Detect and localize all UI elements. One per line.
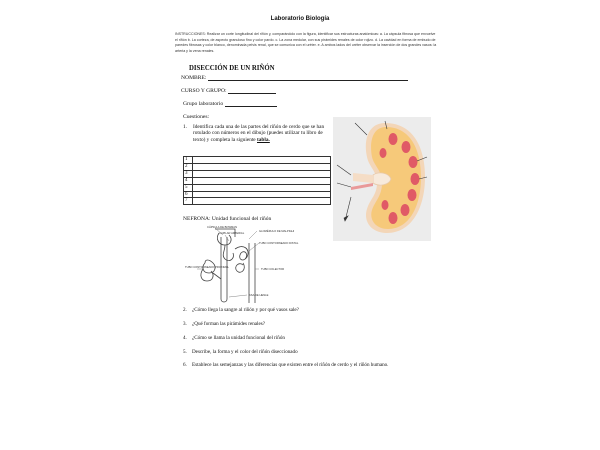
table-row: 6 [184, 191, 331, 198]
label-tubo-colector: TUBO COLECTOR [261, 268, 285, 271]
answer-table [183, 156, 331, 205]
answer-cell[interactable] [193, 170, 331, 177]
table-row: 5 [184, 184, 331, 191]
nephron-diagram [185, 223, 325, 305]
answer-cell[interactable] [193, 157, 331, 164]
question-text: ¿Qué forman las pirámides renales? [192, 321, 265, 327]
question-1 [183, 124, 333, 143]
grupo-label: Grupo laboratorio [183, 101, 224, 107]
document-heading: DISECCIÓN DE UN RIÑÓN [189, 65, 275, 72]
nombre-field [181, 75, 408, 81]
curso-line [228, 88, 276, 94]
question-3: 3. ¿Qué forman las pirámides renales? [183, 321, 265, 327]
grupo-field [183, 101, 277, 107]
curso-field [181, 88, 276, 94]
label-glomerulo: GLOMÉRULO DE MALPIGHI [259, 230, 295, 233]
answer-cell[interactable] [193, 177, 331, 184]
question-number: 1. [183, 124, 187, 130]
answer-cell[interactable] [193, 184, 331, 191]
question-4: 4. ¿Cómo se llama la unidad funcional del riñón [183, 335, 285, 341]
nefrona-title: NEFRONA: Unidad funcional del riñón [183, 216, 272, 222]
table-row: 7 [184, 198, 331, 205]
question-text: Identifica cada una de las partes del riñón de cerdo que se han rotulado con números en el dibujo (puedes utilizar tu libro de texto) y completa la siguiente tabla. [193, 124, 325, 143]
cuestiones-heading: Cuestiones: [183, 114, 210, 120]
answer-cell[interactable] [193, 163, 331, 170]
table-row: 4 [184, 177, 331, 184]
question-text: Describe, la forma y el color del riñón diseccionado [192, 349, 298, 355]
kidney-diagram [333, 117, 431, 241]
table-row: 1 [184, 157, 331, 164]
label-tubo-contorneado: TUBO CONTORNEADO DISTAL [259, 242, 299, 245]
table-row: 2 [184, 163, 331, 170]
answer-cell[interactable] [193, 198, 331, 205]
answer-cell[interactable] [193, 191, 331, 198]
label-asa: ASA DE HENLE [249, 294, 269, 297]
label-arteriola: CAPILAR ARTERIAL [219, 232, 245, 235]
nombre-label: NOMBRE: [181, 75, 207, 81]
question-6: 6. Establece las semejanzas y las diferencias que existen entre el riñón de cerdo y el riñón humano. [183, 362, 389, 368]
question-text: Establece las semejanzas y las diferencias que existen entre el riñón de cerdo y el riñón humano. [192, 362, 389, 368]
lab-title: Laboratorio Biología [270, 16, 330, 22]
question-5: 5. Describe, la forma y el color del riñón diseccionado [183, 349, 298, 355]
label-tubo-proximal: TUBO CONTORNEADO PROXIMAL [185, 266, 230, 269]
question-text: ¿Cómo llega la sangre al riñón y por qué vasos sale? [192, 307, 299, 313]
table-row: 3 [184, 170, 331, 177]
nephron-label-leaders [197, 228, 259, 297]
curso-label: CURSO Y GRUPO: [181, 88, 227, 94]
question-text: ¿Cómo se llama la unidad funcional del riñón [192, 335, 285, 341]
tabla-link: tabla. [257, 136, 270, 143]
instructions-text: INSTRUCCIONES: Realizar un corte longitudinal del riñón y, comparándolo con la figura, identificar sus estructuras anatómicas: a. La cápsula fibrosa que envuelve el riñón b. La corteza, de aspecto granuloso fino y color pardo. c. La zona medular, con sus pirámides renales de color rojizo. d. La cavidad en forma de embudo de paredes fibrosas y color blanco, denominada pelvis renal, que se comunica con el uréter. e. A ambos lados del uréter observar la inserción de dos grandes vasos: la arteria y la vena renales. [175, 32, 437, 53]
label-capsula: CÁPSULA DE BOWMAN [207, 226, 238, 229]
question-2: 2. ¿Cómo llega la sangre al riñón y por qué vasos sale? [183, 307, 299, 313]
nombre-line [208, 75, 408, 81]
grupo-line [225, 101, 277, 107]
